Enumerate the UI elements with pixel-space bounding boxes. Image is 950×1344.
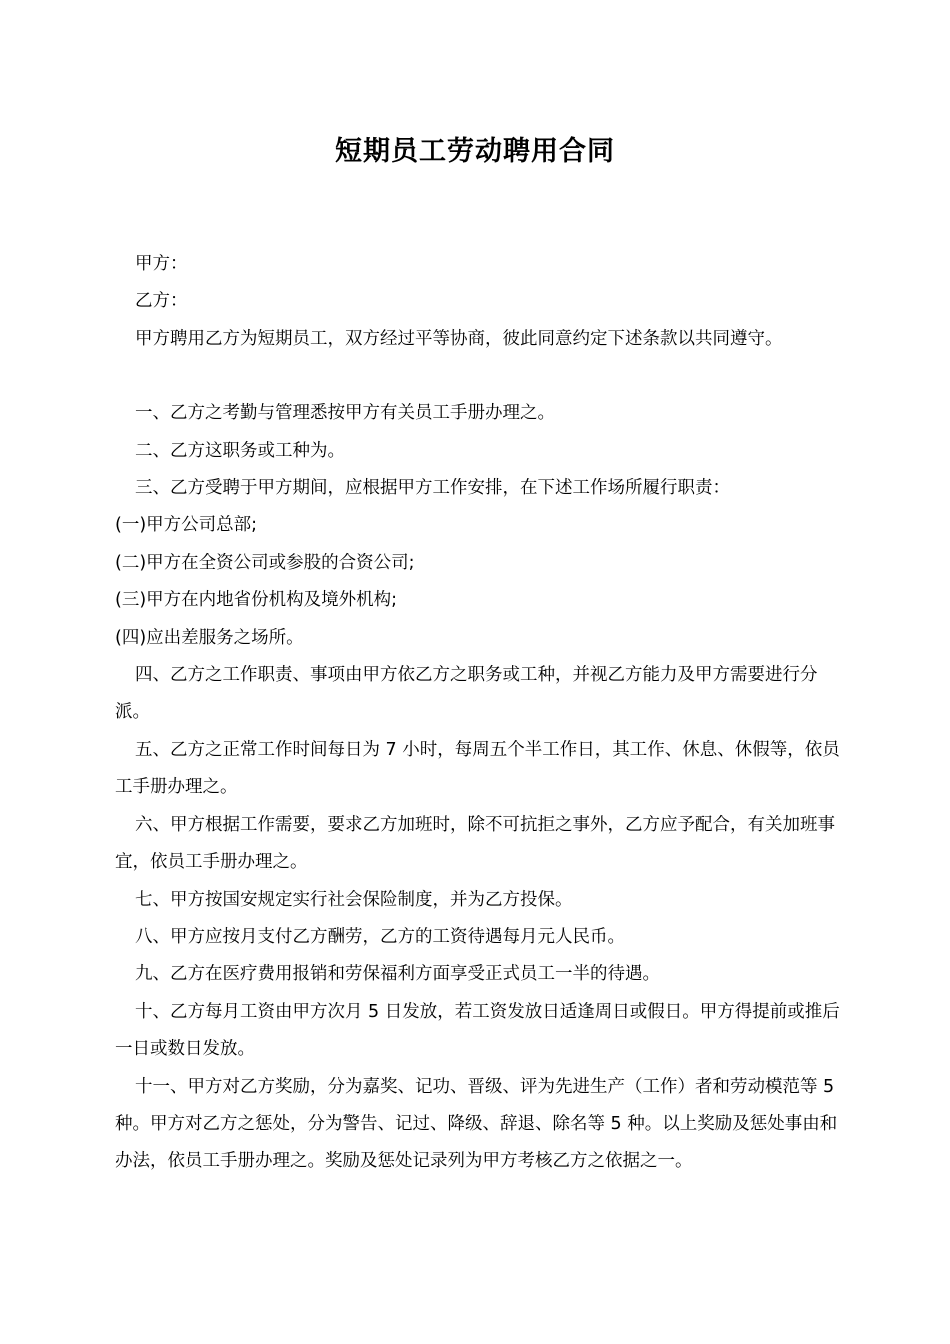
clause-3-item-2: (二)甲方在全资公司或参股的合资公司; <box>115 552 415 573</box>
clause-10: 十、乙方每月工资由甲方次月 5 日发放，若工资发放日适逢周日或假日。甲方得提前或推后一日或数日发放。 <box>115 1001 840 1060</box>
party-b-line: 乙方： <box>135 291 188 312</box>
clause-6: 六、甲方根据工作需要，要求乙方加班时，除不可抗拒之事外，乙方应予配合，有关加班事宜，依员工手册办理之。 <box>115 814 835 873</box>
clause-9: 九、乙方在医疗费用报销和劳保福利方面享受正式员工一半的待遇。 <box>135 964 660 985</box>
document-body <box>115 246 840 1181</box>
clause-8: 八、甲方应按月支付乙方酬劳，乙方的工资待遇每月元人民币。 <box>135 926 625 947</box>
clause-3-item-3: (三)甲方在内地省份机构及境外机构; <box>115 590 398 611</box>
clause-3-item-4: (四)应出差服务之场所。 <box>115 627 304 648</box>
clause-3: 三、乙方受聘于甲方期间，应根据甲方工作安排，在下述工作场所履行职责： <box>135 478 730 499</box>
clause-1: 一、乙方之考勤与管理悉按甲方有关员工手册办理之。 <box>135 403 555 424</box>
clause-5: 五、乙方之正常工作时间每日为 7 小时，每周五个半工作日，其工作、休息、休假等，依员工手册办理之。 <box>115 739 840 798</box>
clause-2: 二、乙方这职务或工种为。 <box>135 440 345 461</box>
party-a-line: 甲方： <box>135 254 188 274</box>
clause-11: 十一、甲方对乙方奖励，分为嘉奖、记功、晋级、评为先进生产（工作）者和劳动模范等 5 种。甲方对乙方之惩处，分为警告、记过、降级、辞退、除名等 5 种。以上奖励及惩处事由和办法，依员工手册办理之。奖励及惩处记录列为甲方考核乙方之依据之一。 <box>115 1076 838 1172</box>
preamble-paragraph: 甲方聘用乙方为短期员工，双方经过平等协商，彼此同意约定下述条款以共同遵守。 <box>135 328 783 349</box>
paragraph-gap <box>115 358 840 395</box>
document-title: 短期员工劳动聘用合同 <box>335 136 615 167</box>
clause-3-item-1: (一)甲方公司总部; <box>115 515 258 536</box>
clause-7: 七、甲方按国安规定实行社会保险制度，并为乙方投保。 <box>135 889 573 910</box>
clause-4: 四、乙方之工作职责、事项由甲方依乙方之职务或工种，并视乙方能力及甲方需要进行分派。 <box>115 665 818 723</box>
